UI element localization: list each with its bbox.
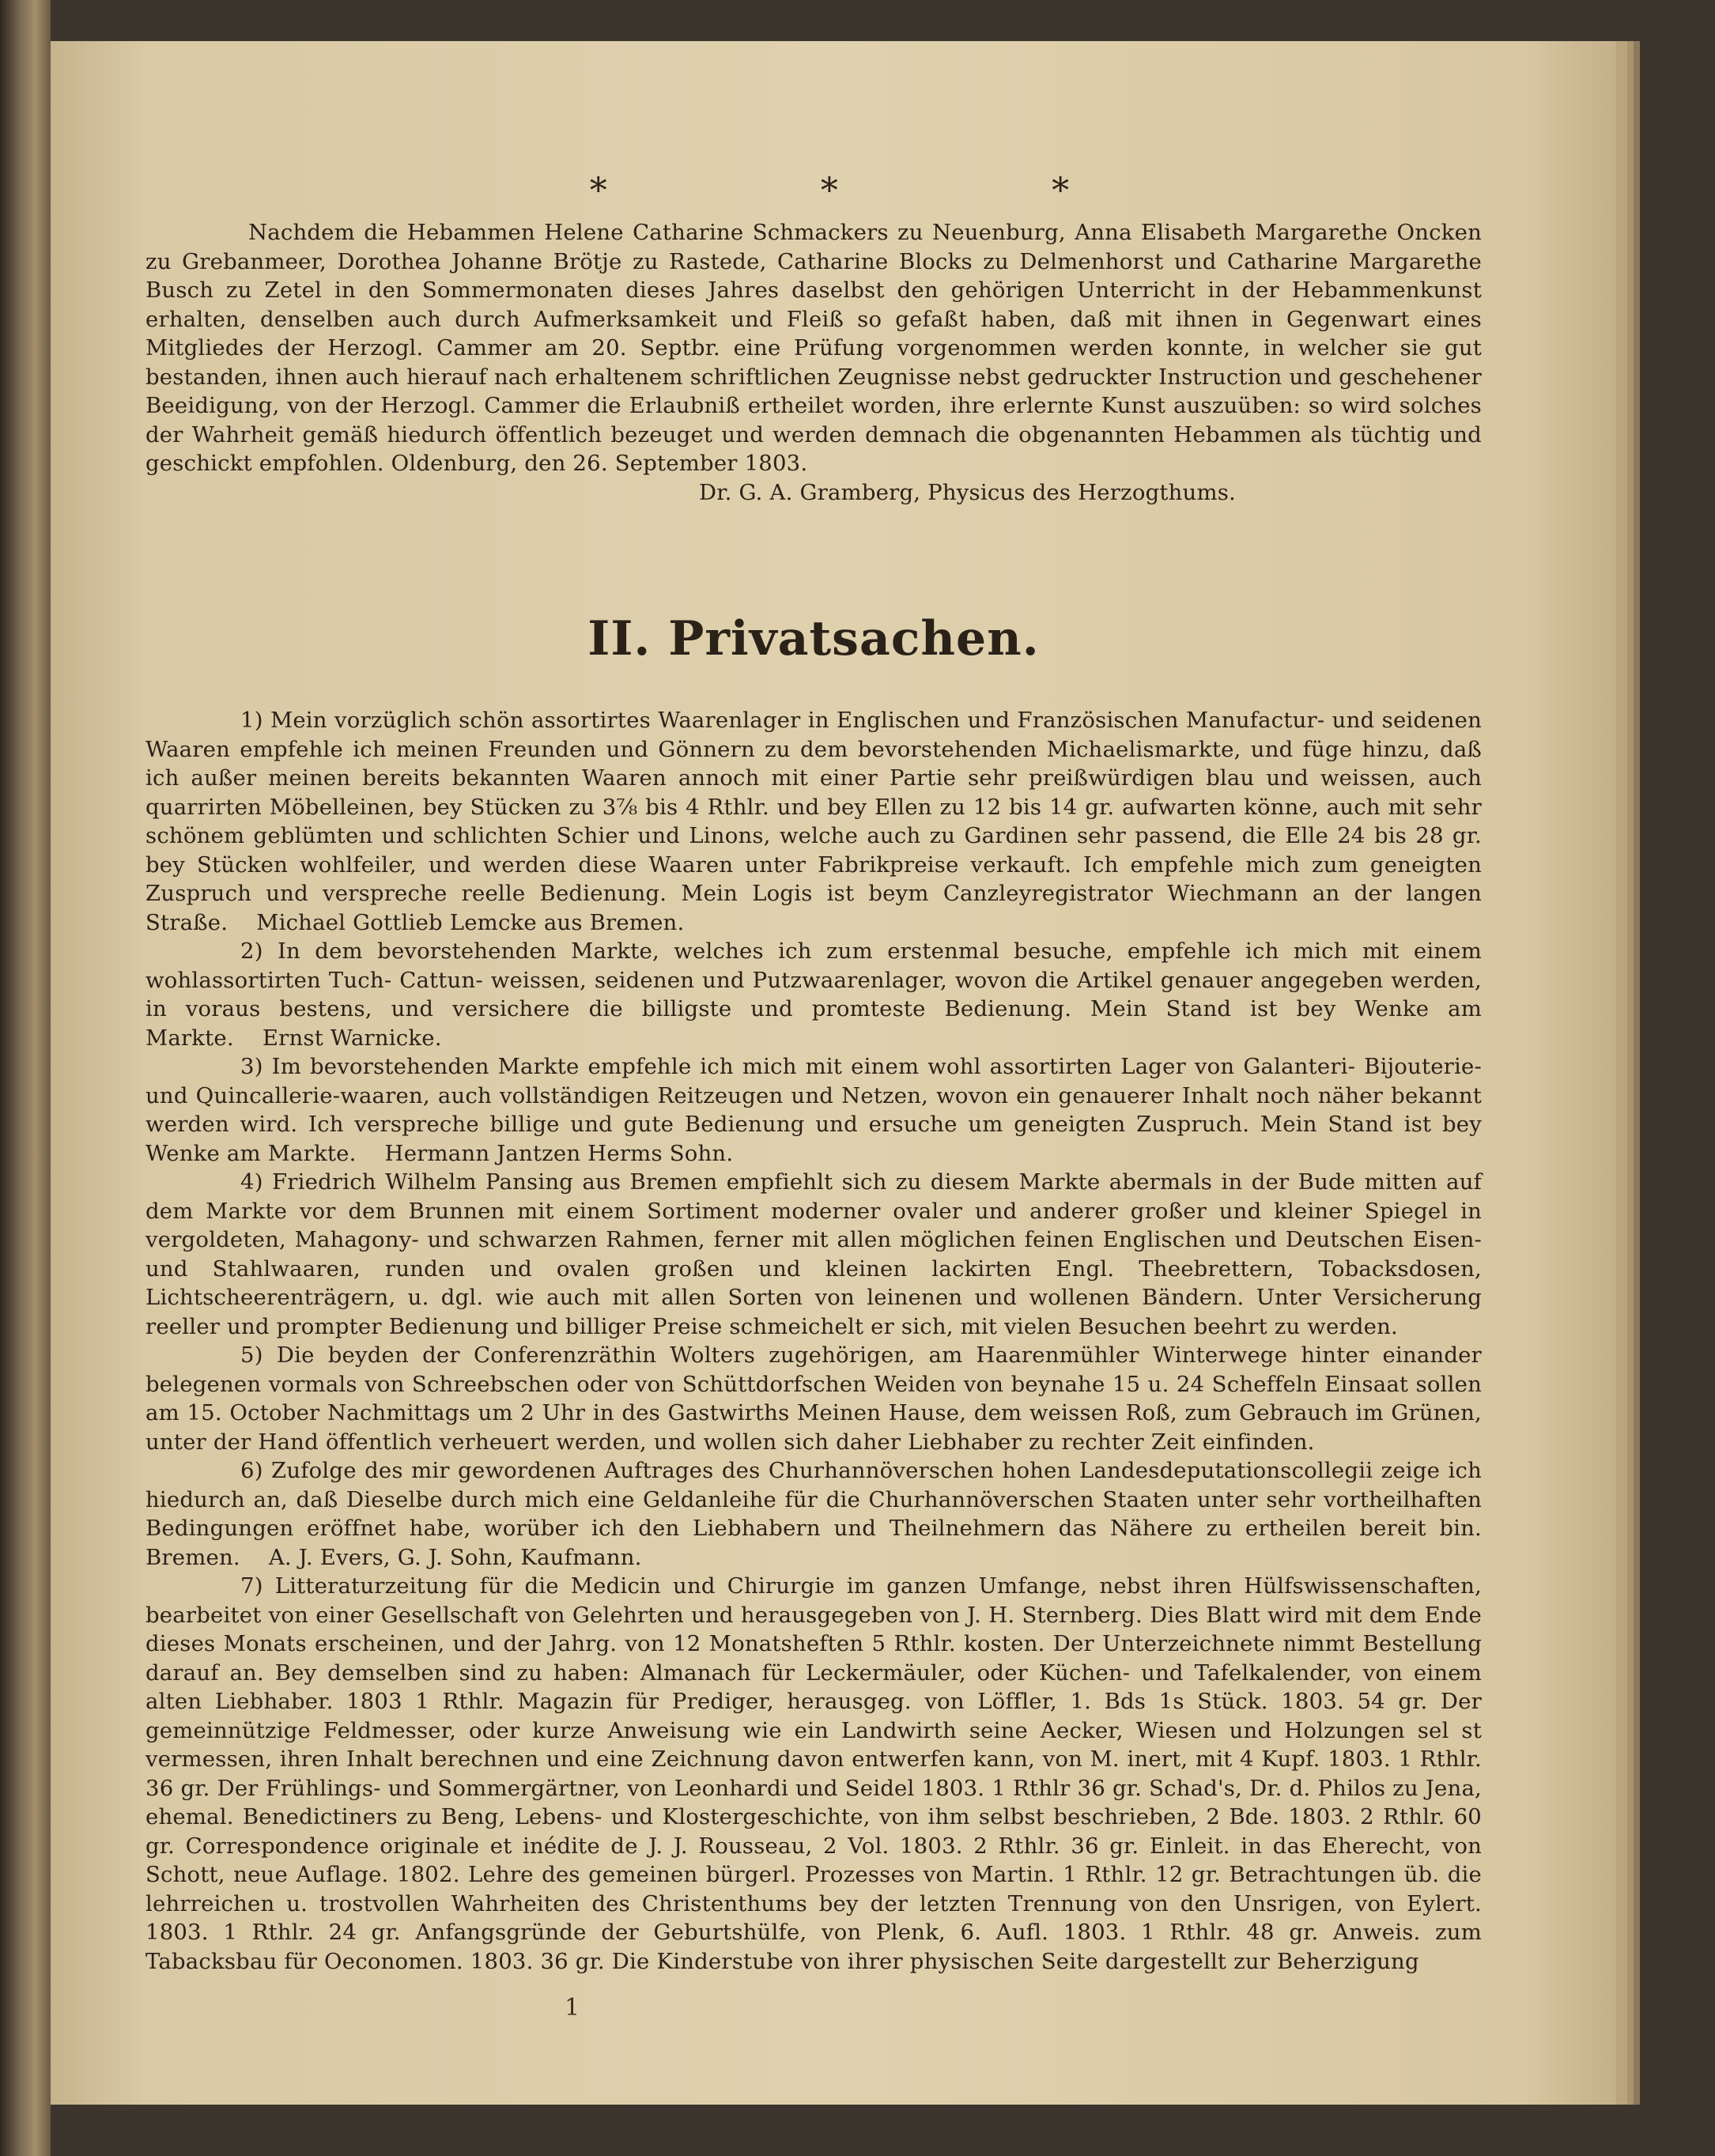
advertisement (145, 1572, 1482, 1976)
ad-text: 5) Die beyden der Conferenzräthin Wolters zugehörigen, am Haarenmühler Winterwege hinter einander belegenen vormals von Schreebschen oder von Schüttdorfschen Weiden von beynahe 15 u. 24 Scheffeln Einsaat sollen am 15. October Nachmittags um 2 Uhr in des Gastwirths Meinen Hause, dem weissen Roß, zum Gebrauch im Grünen, unter der Hand öffentlich verheuert werden, und wollen sich daher Liebhaber zu rechter Zeit einfinden. (145, 1342, 1482, 1455)
ad-text: 6) Zufolge des mir gewordenen Auftrages des Churhannöverschen hohen Landesdeputationscollegii zeige ich hiedurch an, daß Dieselbe durch mich eine Geldanleihe für die Churhannöverschen Staaten unter sehr vortheilhaften Bedingungen eröffnet habe, worüber ich den Liebhabern und Theilnehmern das Nähere zu ertheilen bereit bin. Bremen. (145, 1458, 1482, 1570)
section-title: II. Privatsachen. (587, 611, 1040, 666)
advertisement (145, 1168, 1482, 1341)
star: * (1052, 171, 1070, 211)
separator-stars (177, 171, 1482, 218)
star: * (820, 171, 839, 211)
advertisement (145, 1052, 1482, 1168)
page-mark: 1 (565, 1994, 580, 2022)
notice-signature: Dr. G. A. Gramberg, Physicus des Herzogthums. (699, 479, 1236, 505)
star: * (589, 171, 607, 211)
advertisement (145, 1456, 1482, 1572)
advertiser-name: Hermann Jantzen Herms Sohn. (384, 1140, 734, 1166)
advertiser-name: Michael Gottlieb Lemcke aus Bremen. (256, 909, 685, 935)
advertisement (145, 937, 1482, 1052)
ad-text: 2) In dem bevorstehenden Markte, welches ich zum erstenmal besuche, empfehle ich mich mit einem wohlassortirten Tuch- Cattun- weissen, seidenen und Putzwaarenlager, wovon die Artikel genauer angegeben werden, in voraus bestens, und versichere die billigste und promteste Bedienung. Mein Stand ist bey Wenke am Markte. (145, 938, 1482, 1051)
advertisement (145, 706, 1482, 937)
advertisement (145, 1341, 1482, 1456)
ad-text: 3) Im bevorstehenden Markte empfehle ich mich mit einem wohl assortirten Lager von Galanteri- Bijouterie- und Quincallerie-waaren, auch vollständigen Reitzeugen und Netzen, wovon ein genauerer Inhalt noch näher bekannt werden wird. Ich verspreche billige und gute Bedienung und ersuche um geneigten Zuspruch. Mein Stand ist bey Wenke am Markte. (145, 1054, 1482, 1166)
ad-text: 1) Mein vorzüglich schön assortirtes Waarenlager in Englischen und Französischen Manufactur- und seidenen Waaren empfehle ich meinen Freunden und Gönnern zu dem bevorstehenden Michaelismarkte, und füge hinzu, daß ich außer meinen bereits bekannten Waaren annoch mit einer Partie sehr preißwürdigen blau und weissen, auch quarrirten Möbelleinen, bey Stücken zu 3⅞ bis 4 Rthlr. und bey Ellen zu 12 bis 14 gr. aufwarten könne, auch mit sehr schönem geblümten und schlichten Schier und Linons, welche auch zu Gardinen sehr passend, die Elle 24 bis 28 gr. bey Stücken wohlfeiler, und werden diese Waaren unter Fabrikpreise verkauft. Ich empfehle mich zum geneigten Zuspruch und verspreche reelle Bedienung. Mein Logis ist beym Canzleyregistrator Wiechmann an der langen Straße. (145, 708, 1482, 935)
advertiser-name: Ernst Warnicke. (262, 1025, 442, 1051)
document-page (51, 41, 1627, 2105)
page-text (145, 171, 1482, 1976)
ad-text: 4) Friedrich Wilhelm Pansing aus Bremen empfiehlt sich zu diesem Markte abermals in der Bude mitten auf dem Markte vor dem Brunnen mit einem Sortiment moderner ovaler und anderer großer und kleiner Spiegel in vergoldeten, Mahagony- und schwarzen Rahmen, ferner mit allen möglichen feinen Englischen und Deutschen Eisen- und Stahlwaaren, runden und ovalen großen und kleinen lackirten Engl. Theebrettern, Tobacksdosen, Lichtscheerenträgern, u. dgl. wie auch mit allen Sorten von leinenen und wollenen Bändern. Unter Versicherung reeller und prompter Bedienung und billiger Preise schmeichelt er sich, mit vielen Besuchen beehrt zu werden. (145, 1169, 1482, 1339)
book-gutter (0, 0, 51, 2156)
ad-text: 7) Litteraturzeitung für die Medicin und Chirurgie im ganzen Umfange, nebst ihren Hülfswissenschaften, bearbeitet von einer Gesellschaft von Gelehrten und herausgegeben von J. H. Sternberg. Dies Blatt wird mit dem Ende dieses Monats erscheinen, und der Jahrg. von 12 Monatsheften 5 Rthlr. kosten. Der Unterzeichnete nimmt Bestellung darauf an. Bey demselben sind zu haben: Almanach für Leckermäuler, oder Küchen- und Tafelkalender, von einem alten Liebhaber. 1803 1 Rthlr. Magazin für Prediger, herausgeg. von Löffler, 1. Bds 1s Stück. 1803. 54 gr. Der gemeinnützige Feldmesser, oder kurze Anweisung wie ein Landwirth seine Aecker, Wiesen und Holzungen sel st vermessen, ihren Inhalt berechnen und eine Zeichnung davon entwerfen kann, von M. inert, mit 4 Kupf. 1803. 1 Rthlr. 36 gr. Der Frühlings- und Sommergärtner, von Leonhardi und Seidel 1803. 1 Rthlr 36 gr. Schad's, Dr. d. Philos zu Jena, ehemal. Benedictiners zu Beng, Lebens- und Klostergeschichte, von ihm selbst beschrieben, 2 Bde. 1803. 2 Rthlr. 60 gr. Correspondence originale et inédite de J. J. Rousseau, 2 Vol. 1803. 2 Rthlr. 36 gr. Einleit. in das Eherecht, von Schott, neue Auflage. 1802. Lehre des gemeinen bürgerl. Prozesses von Martin. 1 Rthlr. 12 gr. Betrachtungen üb. die lehrreichen u. trostvollen Wahrheiten des Christenthums bey der letzten Trennung von den Unsrigen, von Eylert. 1803. 1 Rthlr. 24 gr. Anfangsgründe der Geburtshülfe, von Plenk, 6. Aufl. 1803. 1 Rthlr. 48 gr. Anweis. zum Tabacksbau für Oeconomen. 1803. 36 gr. Die Kinderstube von ihrer physischen Seite dargestellt zur Beherzigung (145, 1573, 1482, 1974)
midwife-notice: Nachdem die Hebammen Helene Catharine Schmackers zu Neuenburg, Anna Elisabeth Margarethe Oncken zu Grebanmeer, Dorothea Johanne Brötje zu Rastede, Catharine Blocks zu Delmenhorst und Catharine Margarethe Busch zu Zetel in den Sommermonaten dieses Jahres daselbst den gehörigen Unterricht in der Hebammenkunst erhalten, denselben auch durch Aufmerksamkeit und Fleiß so gefaßt haben, daß mit ihnen in Gegenwart eines Mitgliedes der Herzogl. Cammer am 20. Septbr. eine Prüfung vorgenommen werden konnte, in welcher sie gut bestanden, ihnen auch hierauf nach erhaltenem schriftlichen Zeugnisse nebst gedruckter Instruction und geschehener Beeidigung, von der Herzogl. Cammer die Erlaubniß ertheilet worden, ihre erlernte Kunst auszuüben: so wird solches der Wahrheit gemäß hiedurch öffentlich bezeuget und werden demnach die obgenannten Hebammen als tüchtig und geschickt empfohlen. Oldenburg, den 26. September 1803. (145, 220, 1482, 476)
advertiser-name: A. J. Evers, G. J. Sohn, Kaufmann. (268, 1544, 642, 1570)
